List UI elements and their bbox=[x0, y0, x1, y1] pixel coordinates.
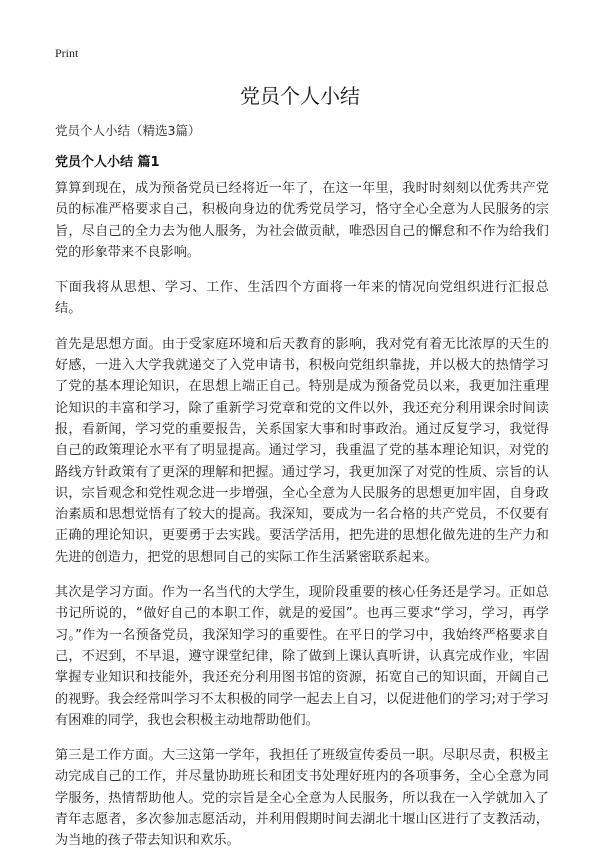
paragraph-overview: 下面我将从思想、学习、工作、生活四个方面将一年来的情况向党组织进行汇报总结。 bbox=[55, 280, 549, 317]
document-subtitle: 党员个人小结（精选3篇） bbox=[55, 123, 201, 138]
paragraph-thought: 首先是思想方面。由于受家庭环境和后天教育的影响，我对党有着无比浓厚的天生的好感，一进入大学我就递交了入党申请书，积极向党组织靠拢，并以极大的热情学习了党的基本理论知识，在思想上端正自己。特别是成为预备党员以来，我更加注重理论知识的丰富和学习，除了重新学习党章和党的文件以外，我还充分利用课余时间读报，看新闻，学习党的重要报告，关系国家大事和时事政治。通过反复学习，我觉得自己的政策理论水平有了明显提高。通过学习，我重温了党的基本理论知识，对党的路线方针政策有了更深的理解和把握。通过学习，我更加深了对党的性质、宗旨的认识，宗旨观念和党性观念进一步增强，全心全意为人民服务的思想更加牢固，自身政治素质和思想觉悟有了较大的提高。我深知，要成为一名合格的共产党员，不仅要有正确的理论知识，更要勇于去实践。要活学活用，把先进的思想化做先进的生产力和先进的创造力，把党的思想同自己的实际工作生活紧密联系起来。 bbox=[55, 336, 549, 565]
page-title: 党员个人小结 bbox=[240, 84, 360, 108]
document-body bbox=[55, 178, 549, 866]
section-heading: 党员个人小结 篇1 bbox=[55, 155, 160, 170]
paragraph-work: 第三是工作方面。大三这第一学年，我担任了班级宣传委员一职。尽职尽责，积极主动完成自己的工作，并尽量协助班长和团支书处理好班内的各项事务，全心全意为同学服务，热情帮助他人。党的宗旨是全心全意为人民服务，所以我在一入学就加入了青年志愿者，多次参加志愿活动，并利用假期时间去湖北十堰山区进行了支教活动，为当地的孩子带去知识和欢乐。 bbox=[55, 748, 549, 849]
paragraph-intro: 算算到现在，成为预备党员已经将近一年了，在这一年里，我时时刻刻以优秀共产党员的标准严格要求自己，积极向身边的优秀党员学习，恪守全心全意为人民服务的宗旨，尽自己的全力去为他人服务，为社会做贡献，唯恐因自己的懈怠和不作为给我们党的形象带来不良影响。 bbox=[55, 181, 549, 260]
print-link[interactable]: Print bbox=[55, 46, 79, 60]
paragraph-study: 其次是学习方面。作为一名当代的大学生，现阶段重要的核心任务还是学习。正如总书记所说的，“做好自己的本职工作，就是的爱国”。也再三要求“学习，学习，再学习。”作为一名预备党员，我深知学习的重要性。在平日的学习中，我始终严格要求自己，不迟到，不早退，遵守课堂纪律，除了做到上课认真听讲，认真完成作业，牢固掌握专业知识和技能外，我还充分利用图书馆的资源，拓宽自己的知识面，开阔自己的视野。我会经常叫学习不太积极的同学一起去上自习，以促进他们的学习;对于学习有困难的同学，我也会积极主动地帮助他们。 bbox=[55, 585, 549, 728]
